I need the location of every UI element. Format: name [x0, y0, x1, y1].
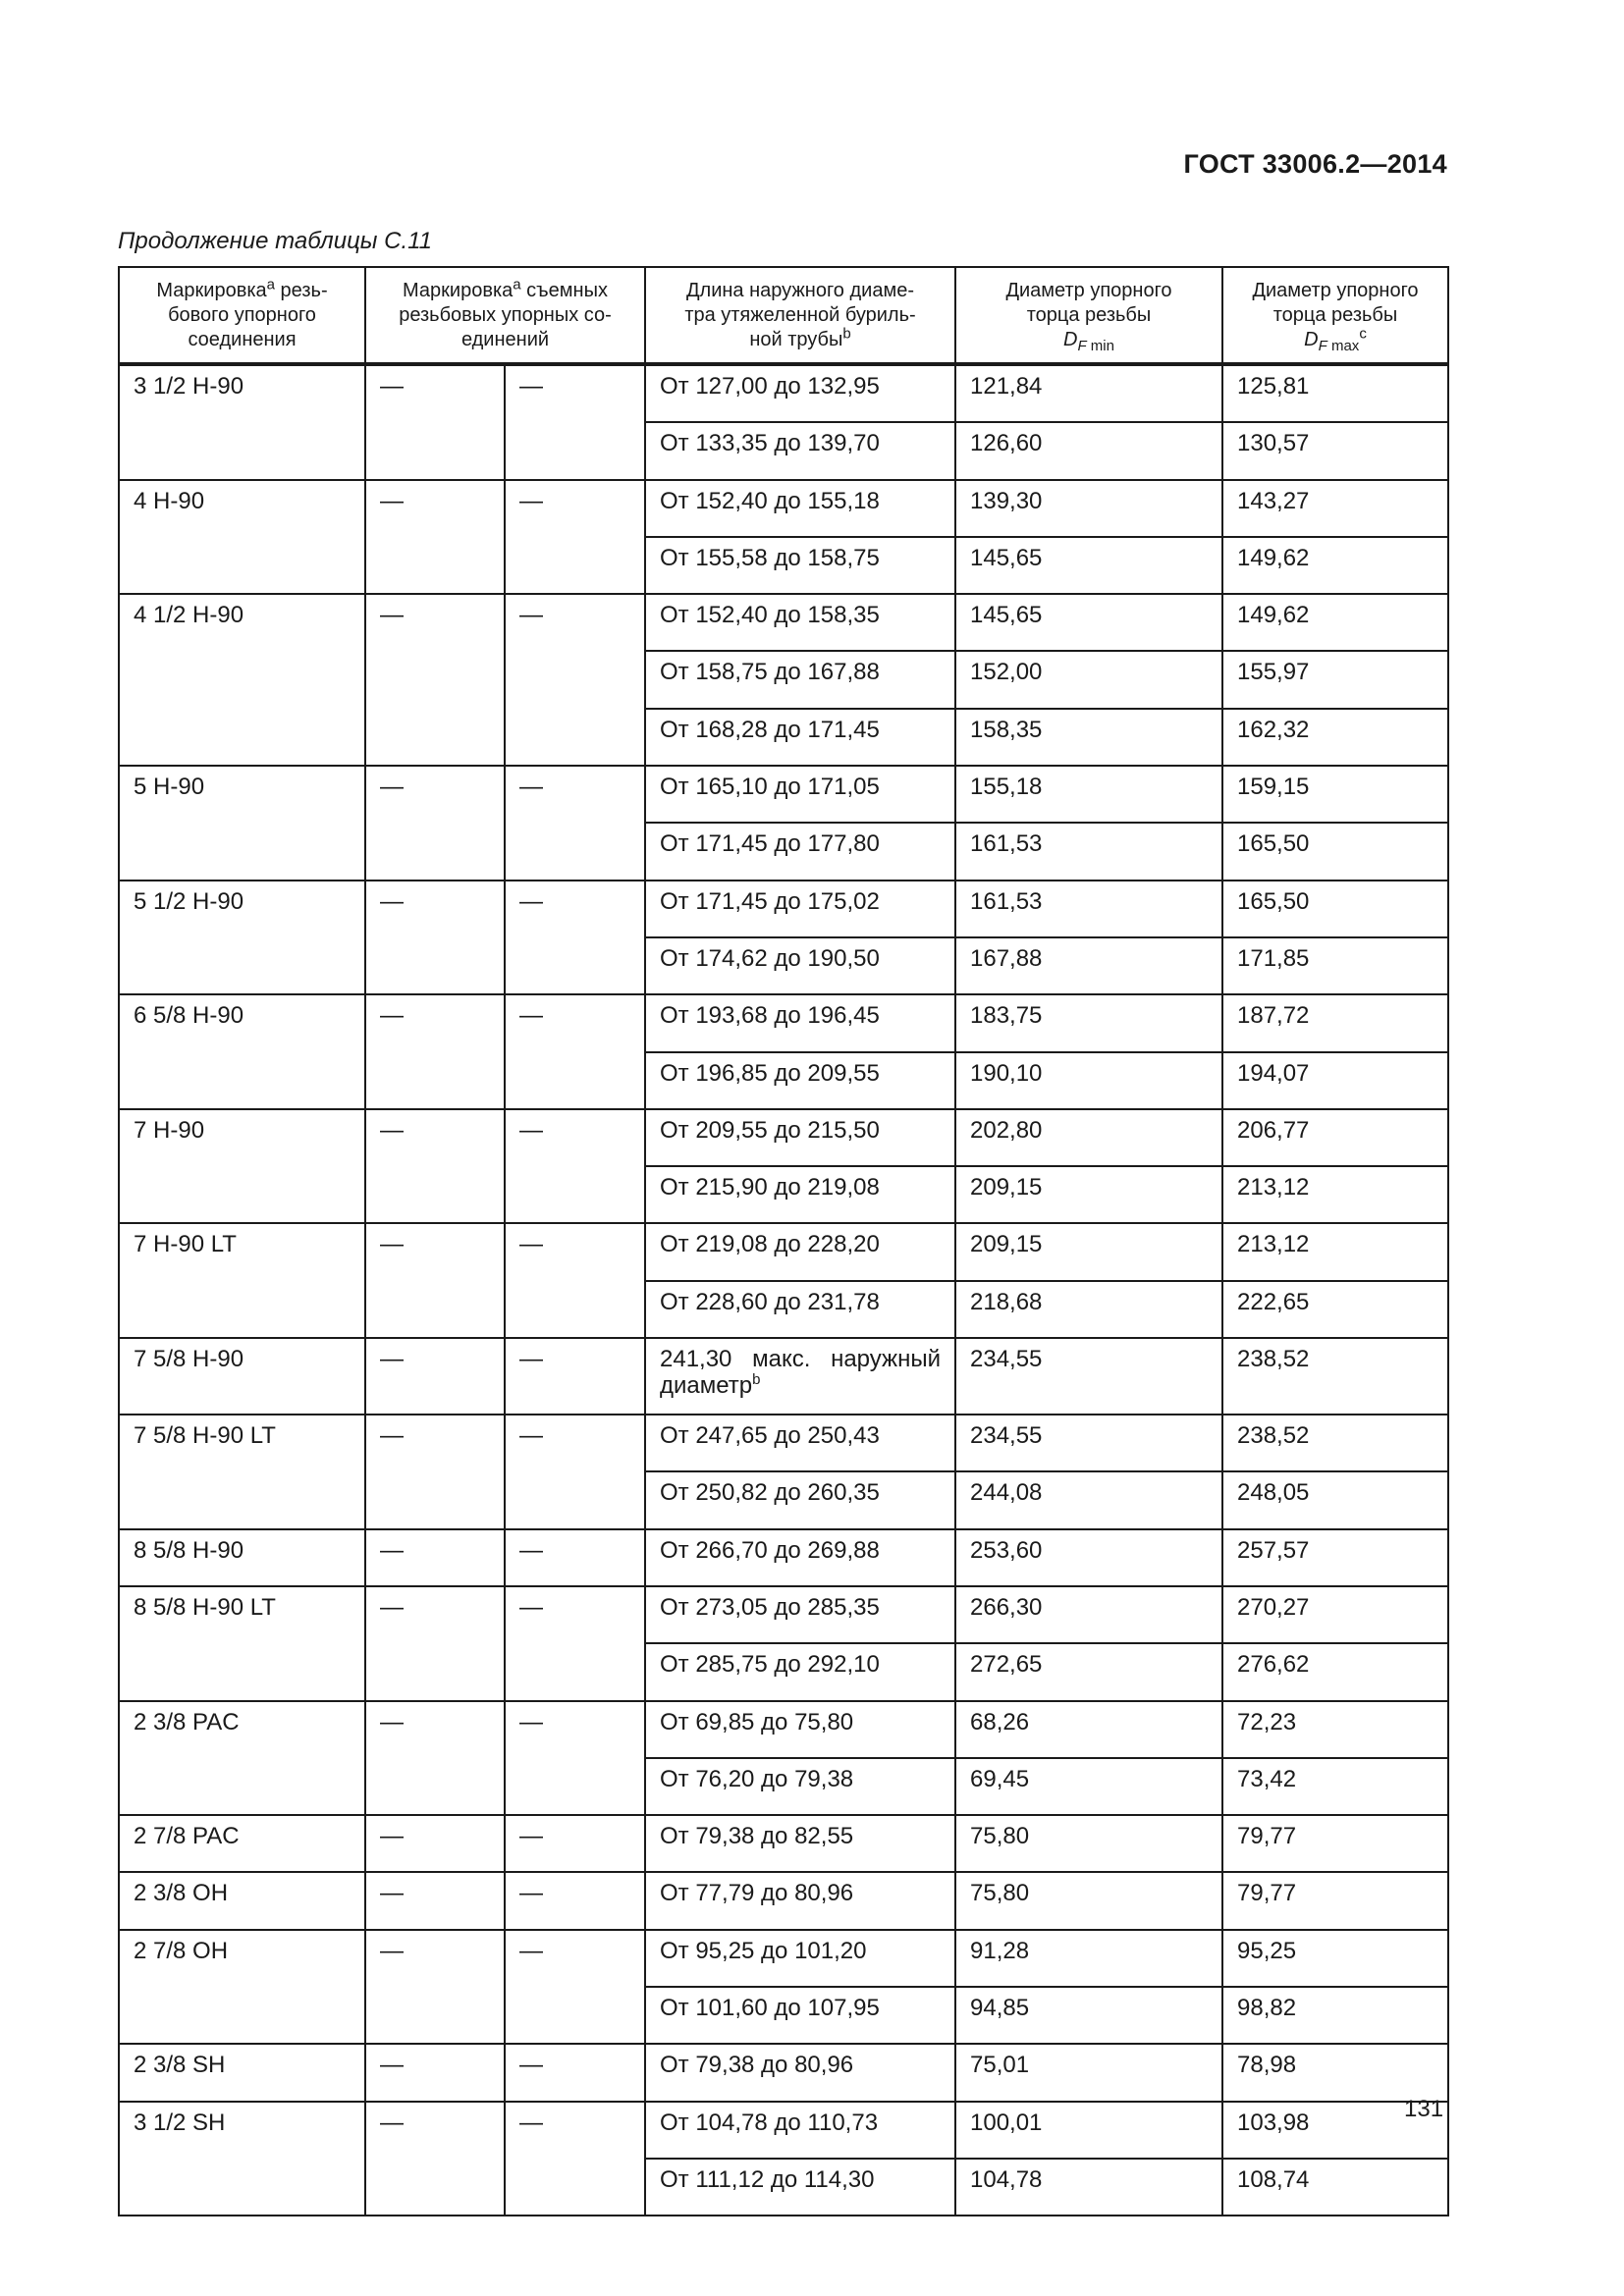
table-row [119, 1338, 1448, 1415]
outer-length-cell: От 79,38 до 82,55 [645, 1815, 955, 1872]
df-max-cell: 248,05 [1222, 1471, 1448, 1528]
connection-marking-cell: 6 5/8 H-90 [119, 994, 365, 1109]
table-row [119, 1223, 1448, 1280]
sub-marking-cell: — [365, 1109, 505, 1224]
sub-marking-cell: — [365, 364, 505, 480]
outer-length-cell: От 79,38 до 80,96 [645, 2044, 955, 2101]
col-header-sub-marking: Маркировка$^a$ съемных резьбовых упорных со- единений [365, 267, 645, 364]
connection-marking-cell: 2 3/8 SH [119, 2044, 365, 2101]
df-min-cell: 266,30 [955, 1586, 1222, 1643]
df-min-cell: 100,01 [955, 2102, 1222, 2159]
df-max-cell: 162,32 [1222, 709, 1448, 766]
df-min-cell: 167,88 [955, 937, 1222, 994]
df-min-cell: 75,80 [955, 1872, 1222, 1929]
table-row [119, 766, 1448, 823]
sub-marking-cell: — [505, 766, 645, 881]
df-max-cell: 165,50 [1222, 823, 1448, 880]
df-min-cell: 209,15 [955, 1166, 1222, 1223]
connection-marking-cell: 7 5/8 H-90 LT [119, 1415, 365, 1529]
connection-marking-cell: 7 5/8 H-90 [119, 1338, 365, 1415]
page-number: 131 [1404, 2096, 1444, 2122]
sub-marking-cell: — [505, 1415, 645, 1529]
connection-marking-cell: 8 5/8 H-90 [119, 1529, 365, 1586]
sub-marking-cell: — [365, 2044, 505, 2101]
outer-length-cell: От 196,85 до 209,55 [645, 1052, 955, 1109]
table-row [119, 2044, 1448, 2101]
df-max-cell: 79,77 [1222, 1872, 1448, 1929]
df-max-cell: 213,12 [1222, 1223, 1448, 1280]
outer-length-cell: От 228,60 до 231,78 [645, 1281, 955, 1338]
df-max-cell: 213,12 [1222, 1166, 1448, 1223]
sub-marking-cell: — [365, 1223, 505, 1338]
df-min-cell: 253,60 [955, 1529, 1222, 1586]
connection-marking-cell: 3 1/2 H-90 [119, 364, 365, 480]
sub-marking-cell: — [505, 994, 645, 1109]
outer-length-cell: От 133,35 до 139,70 [645, 422, 955, 479]
df-max-cell: 206,77 [1222, 1109, 1448, 1166]
sub-marking-cell: — [365, 1701, 505, 1816]
df-max-cell: 159,15 [1222, 766, 1448, 823]
sub-marking-cell: — [505, 1586, 645, 1701]
df-max-cell: 130,57 [1222, 422, 1448, 479]
df-min-cell: 234,55 [955, 1415, 1222, 1471]
df-min-cell: 161,53 [955, 881, 1222, 937]
df-max-cell: 165,50 [1222, 881, 1448, 937]
outer-length-cell: От 209,55 до 215,50 [645, 1109, 955, 1166]
df-max-cell: 171,85 [1222, 937, 1448, 994]
outer-length-cell: От 77,79 до 80,96 [645, 1872, 955, 1929]
df-min-cell: 218,68 [955, 1281, 1222, 1338]
sub-marking-cell: — [365, 1415, 505, 1529]
table-row [119, 1109, 1448, 1166]
table-row [119, 1815, 1448, 1872]
connection-marking-cell: 4 H-90 [119, 480, 365, 595]
sub-marking-cell: — [505, 1338, 645, 1415]
sub-marking-cell: — [365, 1529, 505, 1586]
table-row [119, 1586, 1448, 1643]
col-header-df-max: Диаметр упорного торца резьбы $D_{F max}^c$ [1222, 267, 1448, 364]
sub-marking-cell: — [365, 1872, 505, 1929]
sub-marking-cell: — [505, 594, 645, 766]
outer-length-cell: От 168,28 до 171,45 [645, 709, 955, 766]
df-max-cell: 143,27 [1222, 480, 1448, 537]
table-row [119, 594, 1448, 651]
outer-length-cell: От 171,45 до 175,02 [645, 881, 955, 937]
outer-length-cell: От 285,75 до 292,10 [645, 1643, 955, 1700]
df-max-cell: 270,27 [1222, 1586, 1448, 1643]
df-min-cell: 126,60 [955, 422, 1222, 479]
df-min-cell: 161,53 [955, 823, 1222, 880]
thread-spec-table [118, 266, 1449, 2216]
table-row [119, 1529, 1448, 1586]
outer-length-cell: 241,30 макс. наружный диаметр$^b$ [645, 1338, 955, 1415]
df-max-cell: 238,52 [1222, 1415, 1448, 1471]
df-min-cell: 244,08 [955, 1471, 1222, 1528]
outer-length-cell: От 101,60 до 107,95 [645, 1987, 955, 2044]
outer-length-cell: От 155,58 до 158,75 [645, 537, 955, 594]
table-row [119, 881, 1448, 937]
sub-marking-cell: — [505, 1930, 645, 2045]
outer-length-cell: От 95,25 до 101,20 [645, 1930, 955, 1987]
outer-length-cell: От 174,62 до 190,50 [645, 937, 955, 994]
sub-marking-cell: — [365, 1338, 505, 1415]
sub-marking-cell: — [365, 1586, 505, 1701]
df-max-cell: 187,72 [1222, 994, 1448, 1051]
table-row [119, 1872, 1448, 1929]
df-min-cell: 145,65 [955, 537, 1222, 594]
outer-length-cell: От 250,82 до 260,35 [645, 1471, 955, 1528]
df-min-cell: 209,15 [955, 1223, 1222, 1280]
sub-marking-cell: — [365, 594, 505, 766]
sub-marking-cell: — [505, 1529, 645, 1586]
df-max-cell: 72,23 [1222, 1701, 1448, 1758]
sub-marking-cell: — [505, 1223, 645, 1338]
outer-length-cell: От 215,90 до 219,08 [645, 1166, 955, 1223]
df-max-cell: 155,97 [1222, 651, 1448, 708]
document-code: ГОСТ 33006.2—2014 [1183, 149, 1447, 179]
col-header-outer-length: Длина наружного диаме- тра утяжеленной буриль- ной трубы$^b$ [645, 267, 955, 364]
sub-marking-cell: — [365, 994, 505, 1109]
df-max-cell: 79,77 [1222, 1815, 1448, 1872]
df-min-cell: 94,85 [955, 1987, 1222, 2044]
table-caption: Продолжение таблицы С.11 [118, 228, 433, 254]
outer-length-cell: От 152,40 до 155,18 [645, 480, 955, 537]
df-min-cell: 75,80 [955, 1815, 1222, 1872]
df-max-cell: 73,42 [1222, 1758, 1448, 1815]
outer-length-cell: От 247,65 до 250,43 [645, 1415, 955, 1471]
connection-marking-cell: 2 7/8 OH [119, 1930, 365, 2045]
df-max-cell: 98,82 [1222, 1987, 1448, 2044]
table-row [119, 2102, 1448, 2159]
df-min-cell: 155,18 [955, 766, 1222, 823]
df-max-cell: 125,81 [1222, 364, 1448, 422]
df-min-cell: 158,35 [955, 709, 1222, 766]
sub-marking-cell: — [365, 1815, 505, 1872]
connection-marking-cell: 5 H-90 [119, 766, 365, 881]
df-min-cell: 139,30 [955, 480, 1222, 537]
table-row [119, 994, 1448, 1051]
outer-length-cell: От 69,85 до 75,80 [645, 1701, 955, 1758]
outer-length-cell: От 219,08 до 228,20 [645, 1223, 955, 1280]
df-max-cell: 149,62 [1222, 594, 1448, 651]
connection-marking-cell: 2 3/8 PAC [119, 1701, 365, 1816]
df-min-cell: 121,84 [955, 364, 1222, 422]
table-row [119, 1930, 1448, 1987]
outer-length-cell: От 111,12 до 114,30 [645, 2159, 955, 2216]
sub-marking-cell: — [365, 766, 505, 881]
df-min-cell: 190,10 [955, 1052, 1222, 1109]
outer-length-cell: От 266,70 до 269,88 [645, 1529, 955, 1586]
sub-marking-cell: — [505, 2102, 645, 2216]
df-min-cell: 202,80 [955, 1109, 1222, 1166]
df-min-cell: 183,75 [955, 994, 1222, 1051]
df-min-cell: 152,00 [955, 651, 1222, 708]
connection-marking-cell: 5 1/2 H-90 [119, 881, 365, 995]
df-max-cell: 95,25 [1222, 1930, 1448, 1987]
outer-length-cell: От 127,00 до 132,95 [645, 364, 955, 422]
connection-marking-cell: 4 1/2 H-90 [119, 594, 365, 766]
table-body [119, 364, 1448, 2216]
sub-marking-cell: — [505, 480, 645, 595]
outer-length-cell: От 273,05 до 285,35 [645, 1586, 955, 1643]
outer-length-cell: От 165,10 до 171,05 [645, 766, 955, 823]
df-max-cell: 194,07 [1222, 1052, 1448, 1109]
connection-marking-cell: 7 H-90 [119, 1109, 365, 1224]
sub-marking-cell: — [505, 1109, 645, 1224]
sub-marking-cell: — [365, 1930, 505, 2045]
df-min-cell: 69,45 [955, 1758, 1222, 1815]
df-max-cell: 257,57 [1222, 1529, 1448, 1586]
sub-marking-cell: — [365, 480, 505, 595]
table-row [119, 1701, 1448, 1758]
df-max-cell: 78,98 [1222, 2044, 1448, 2101]
df-max-cell: 149,62 [1222, 537, 1448, 594]
sub-marking-cell: — [505, 1701, 645, 1816]
df-max-cell: 108,74 [1222, 2159, 1448, 2216]
col-header-df-min: Диаметр упорного торца резьбы $D_{F min}$ [955, 267, 1222, 364]
outer-length-cell: От 152,40 до 158,35 [645, 594, 955, 651]
connection-marking-cell: 2 7/8 PAC [119, 1815, 365, 1872]
sub-marking-cell: — [505, 1872, 645, 1929]
df-min-cell: 234,55 [955, 1338, 1222, 1415]
connection-marking-cell: 3 1/2 SH [119, 2102, 365, 2216]
outer-length-cell: От 171,45 до 177,80 [645, 823, 955, 880]
table-row [119, 364, 1448, 422]
df-max-cell: 103,98 [1222, 2102, 1448, 2159]
df-min-cell: 272,65 [955, 1643, 1222, 1700]
table-header-row [119, 267, 1448, 364]
col-header-connection-marking: Маркировка$^a$ резь- бового упорного соединения [119, 267, 365, 364]
df-min-cell: 68,26 [955, 1701, 1222, 1758]
sub-marking-cell: — [505, 2044, 645, 2101]
sub-marking-cell: — [365, 881, 505, 995]
connection-marking-cell: 8 5/8 H-90 LT [119, 1586, 365, 1701]
df-min-cell: 104,78 [955, 2159, 1222, 2216]
table-row [119, 480, 1448, 537]
outer-length-cell: От 158,75 до 167,88 [645, 651, 955, 708]
df-min-cell: 75,01 [955, 2044, 1222, 2101]
sub-marking-cell: — [365, 2102, 505, 2216]
outer-length-cell: От 76,20 до 79,38 [645, 1758, 955, 1815]
sub-marking-cell: — [505, 364, 645, 480]
connection-marking-cell: 7 H-90 LT [119, 1223, 365, 1338]
df-min-cell: 145,65 [955, 594, 1222, 651]
sub-marking-cell: — [505, 881, 645, 995]
df-min-cell: 91,28 [955, 1930, 1222, 1987]
df-max-cell: 222,65 [1222, 1281, 1448, 1338]
sub-marking-cell: — [505, 1815, 645, 1872]
table-row [119, 1415, 1448, 1471]
outer-length-cell: От 193,68 до 196,45 [645, 994, 955, 1051]
connection-marking-cell: 2 3/8 OH [119, 1872, 365, 1929]
df-max-cell: 238,52 [1222, 1338, 1448, 1415]
df-max-cell: 276,62 [1222, 1643, 1448, 1700]
outer-length-cell: От 104,78 до 110,73 [645, 2102, 955, 2159]
